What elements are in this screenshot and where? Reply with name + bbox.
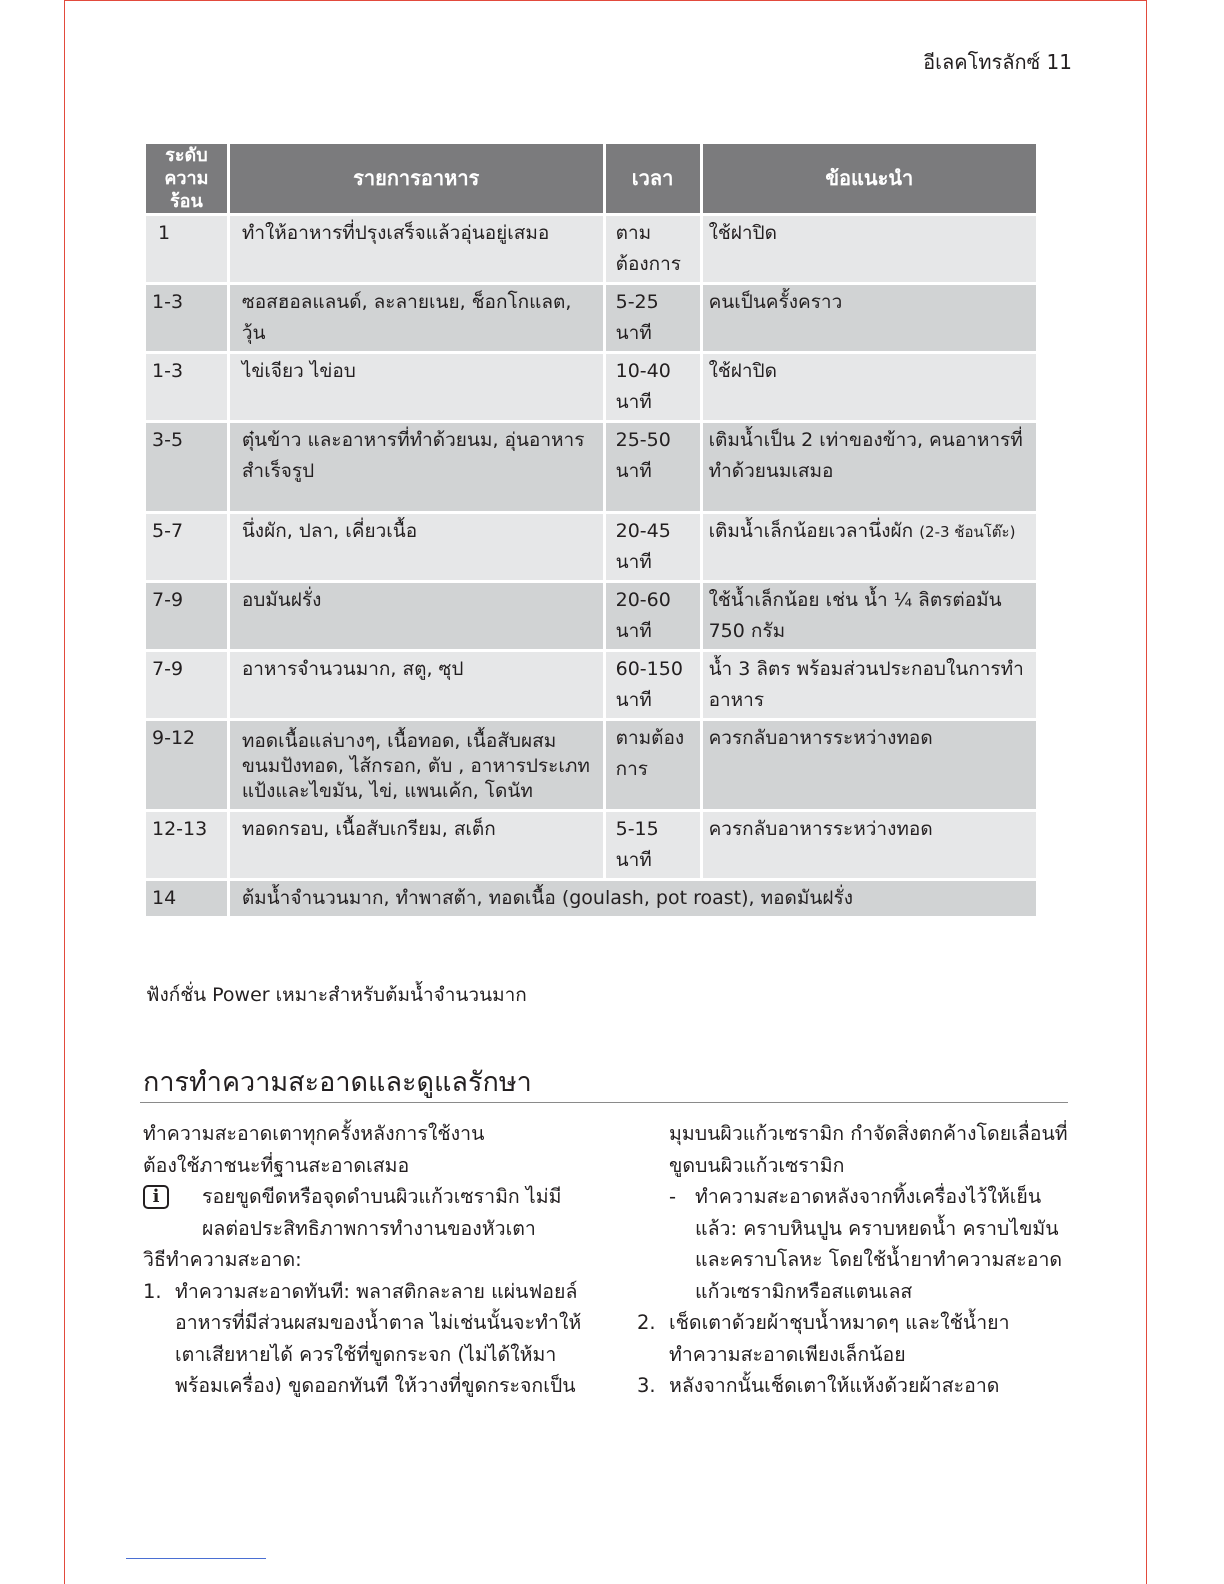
intro-line-2: ต้องใช้ภาชนะที่ฐานสะอาดเสมอ: [143, 1153, 410, 1177]
cell-time: 5-25 นาที: [606, 285, 700, 351]
cell-food: ทอดเนื้อแล่บางๆ, เนื้อทอด, เนื้อสับผสม ขนมปังทอด, ไส้กรอก, ตับ , อาหารประเภทแป้งและไขมัน, ไข่, แพนเค้ก, โดนัท: [230, 721, 603, 809]
info-text: รอยขูดขีดหรือจุดดำบนผิวแก้วเซรามิก ไม่มีผลต่อประสิทธิภาพการทำงานของหัวเตา: [202, 1185, 562, 1240]
cell-tip: คนเป็นครั้งคราว: [703, 285, 1036, 351]
cell-tip: เติมน้ำเป็น 2 เท่าของข้าว, คนอาหารที่ทำด้วยนมเสมอ: [703, 423, 1036, 511]
intro-line-1: ทำความสะอาดเตาทุกครั้งหลังการใช้งาน: [143, 1122, 485, 1145]
header-tips: ข้อแนะนำ: [703, 144, 1036, 213]
cell-food: ทอดกรอบ, เนื้อสับเกรียม, สเต็ก: [230, 812, 603, 878]
step-3-number: 3.: [637, 1374, 656, 1397]
power-function-note: ฟังก์ชั่น Power เหมาะสำหรับต้มน้ำจำนวนมาก: [146, 984, 527, 1006]
header-food: รายการอาหาร: [230, 144, 603, 213]
cell-tip: ใช้ฝาปิด: [703, 216, 1036, 282]
dash-item: [637, 1181, 1077, 1307]
table-row: [146, 721, 1036, 809]
left-column: [143, 1118, 583, 1402]
info-icon: i: [143, 1185, 169, 1209]
section-divider: [140, 1102, 1068, 1103]
step-1-number: 1.: [143, 1279, 162, 1303]
cell-food: นึ่งผัก, ปลา, เคี่ยวเนื้อ: [230, 514, 603, 580]
cell-food: อาหารจำนวนมาก, สตู, ซุป: [230, 652, 603, 718]
cell-food: ทำให้อาหารที่ปรุงเสร็จแล้วอุ่นอยู่เสมอ: [230, 216, 603, 282]
dash-bullet: -: [669, 1185, 677, 1208]
step-3-text: หลังจากนั้นเช็ดเตาให้แห้งด้วยผ้าสะอาด: [669, 1374, 1000, 1397]
table-row: [146, 652, 1036, 718]
cell-time: 20-60 นาที: [606, 583, 700, 649]
footnote-rule: [126, 1558, 266, 1559]
table-header-row: [146, 144, 1036, 213]
table-row: [146, 881, 1036, 916]
page-border-top: [64, 0, 1147, 1]
cell-time: 5-15 นาที: [606, 812, 700, 878]
cell-level: 5-7: [146, 514, 227, 580]
cell-level: 7-9: [146, 652, 227, 718]
step-1: [143, 1276, 583, 1402]
page-border-left: [64, 0, 65, 1584]
step-3: [637, 1370, 1077, 1402]
cell-food: ตุ๋นข้าว และอาหารที่ทำด้วยนม, อุ่นอาหารสำเร็จรูป: [230, 423, 603, 511]
cell-level: 1-3: [146, 285, 227, 351]
dash-item-text: ทำความสะอาดหลังจากทิ้งเครื่องไว้ให้เย็นแล้ว: คราบหินปูน คราบหยดน้ำ คราบไขมัน และคราบโลหะ โดยใช้น้ำยาทำความสะอาดแก้วเซรามิกหรือสแตนเลส: [695, 1185, 1063, 1303]
cell-tip: ใช้ฝาปิด: [703, 354, 1036, 420]
cell-time: 20-45 นาที: [606, 514, 700, 580]
step-2: [637, 1307, 1077, 1370]
cell-food: ซอสฮอลแลนด์, ละลายเนย, ช็อกโกแลต, วุ้น: [230, 285, 603, 351]
cell-time: 25-50 นาที: [606, 423, 700, 511]
table-row: [146, 285, 1036, 351]
header-time: เวลา: [606, 144, 700, 213]
cell-food: ต้มน้ำจำนวนมาก, ทำพาสต้า, ทอดเนื้อ (goulash, pot roast), ทอดมันฝรั่ง: [230, 881, 1036, 916]
cell-food: อบมันฝรั่ง: [230, 583, 603, 649]
table-row: [146, 354, 1036, 420]
table-row: [146, 423, 1036, 511]
cell-food: ไข่เจียว ไข่อบ: [230, 354, 603, 420]
cell-time: ตาม ต้องการ: [606, 216, 700, 282]
cell-level: 1-3: [146, 354, 227, 420]
header-heat-level: ระดับ ความร้อน: [146, 144, 227, 213]
cell-tip: ใช้น้ำเล็กน้อย เช่น น้ำ ¼ ลิตรต่อมัน 750 กรัม: [703, 583, 1036, 649]
cell-tip: น้ำ 3 ลิตร พร้อมส่วนประกอบในการทำอาหาร: [703, 652, 1036, 718]
cell-tip: ควรกลับอาหารระหว่างทอด: [703, 721, 1036, 809]
right-column: [637, 1118, 1077, 1402]
step-1-continued: มุมบนผิวแก้วเซรามิก กำจัดสิ่งตกค้างโดยเลื่อนที่ขูดบนผิวแก้วเซรามิก: [669, 1122, 1068, 1177]
page-border-right: [1146, 0, 1147, 1584]
table-row: [146, 812, 1036, 878]
cell-tip: ควรกลับอาหารระหว่างทอด: [703, 812, 1036, 878]
cell-time: ตามต้อง การ: [606, 721, 700, 809]
cell-time: 60-150 นาที: [606, 652, 700, 718]
cell-level: 12-13: [146, 812, 227, 878]
running-header: อีเลคโทรลักซ์ 11: [923, 50, 1072, 74]
cell-tip: [703, 514, 1036, 580]
info-note: [143, 1181, 583, 1244]
section-title: การทำความสะอาดและดูแลรักษา: [143, 1067, 532, 1098]
method-label: วิธีทำความสะอาด:: [143, 1248, 302, 1271]
table-row: [146, 514, 1036, 580]
heat-level-table: [143, 141, 1039, 919]
cell-level: 7-9: [146, 583, 227, 649]
cell-level: 9-12: [146, 721, 227, 809]
tip-note-small: (2-3 ช้อนโต๊ะ): [919, 523, 1016, 541]
tip-text: เติมน้ำเล็กน้อยเวลานึ่งผัก: [708, 520, 914, 542]
cell-level: 14: [146, 881, 227, 916]
step-2-number: 2.: [637, 1311, 656, 1334]
cell-time: 10-40 นาที: [606, 354, 700, 420]
table-row: [146, 583, 1036, 649]
cell-level: 1: [146, 216, 227, 282]
step-2-text: เช็ดเตาด้วยผ้าชุบน้ำหมาดๆ และใช้น้ำยาทำความสะอาดเพียงเล็กน้อย: [669, 1311, 1010, 1366]
step-1-text: ทำความสะอาดทันที: พลาสติกละลาย แผ่นฟอยล์ อาหารที่มีส่วนผสมของน้ำตาล ไม่เช่นนั้นจะทำให้เตาเสียหายได้ ควรใช้ที่ขูดกระจก (ไม่ได้ให้มาพร้อมเครื่อง) ขูดออกทันที ให้วางที่ขูดกระจกเป็น: [175, 1279, 582, 1397]
cell-level: 3-5: [146, 423, 227, 511]
table-row: [146, 216, 1036, 282]
